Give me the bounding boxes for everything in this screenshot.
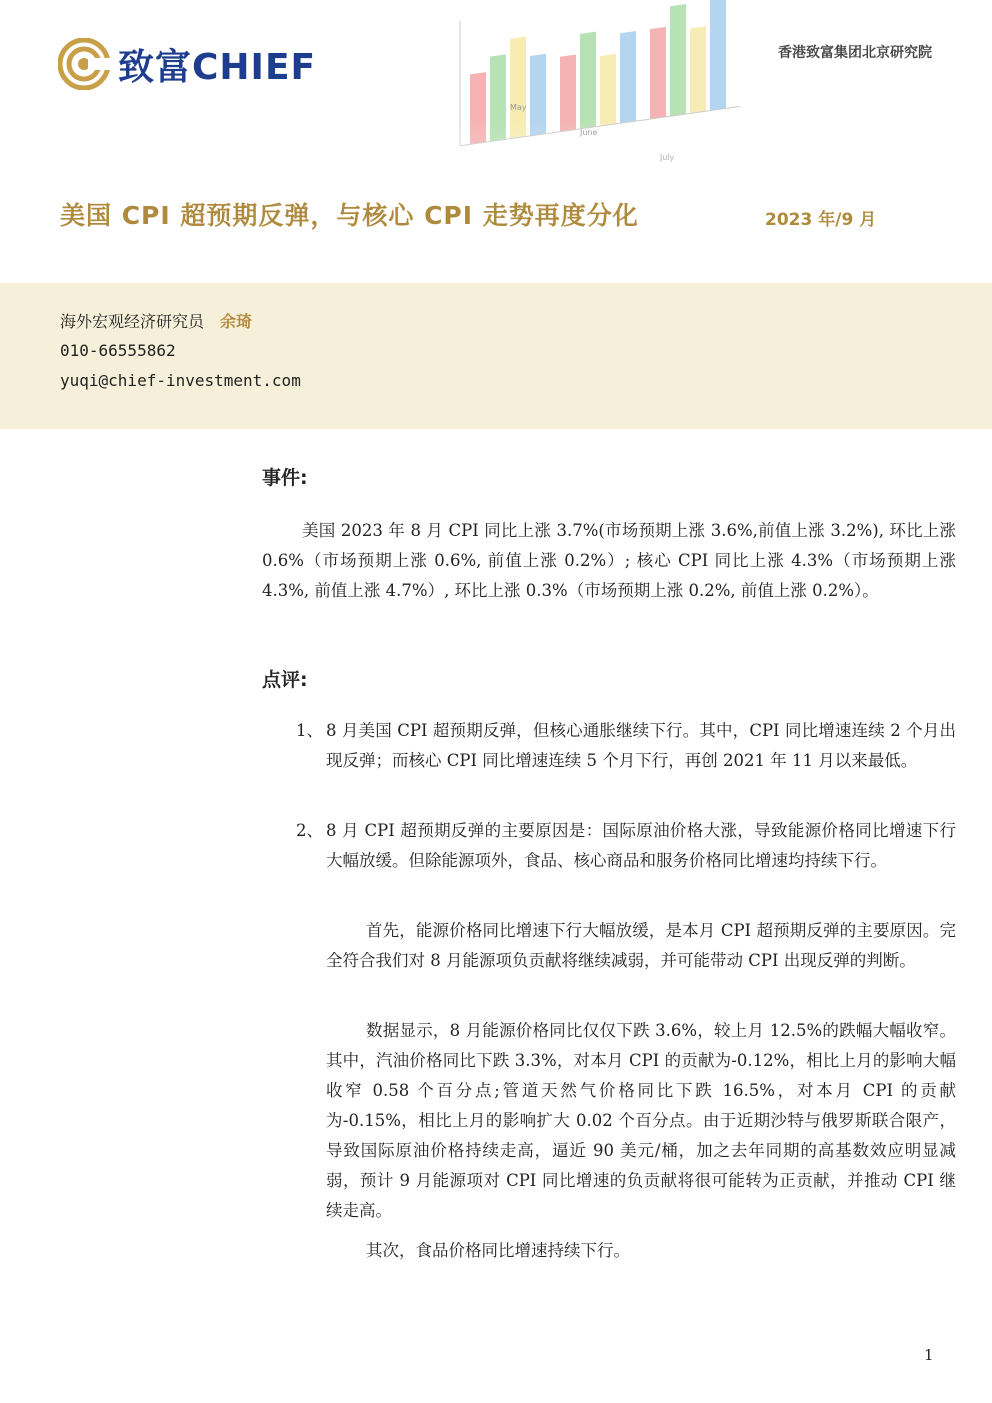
- review-paragraph-2: 数据显示，8 月能源价格同比仅仅下跌 3.6%，较上月 12.5%的跌幅大幅收窄。其中，汽油价格同比下跌 3.3%，对本月 CPI 的贡献为-0.12%，相比上月的影响大幅收窄 0.58 个百分点;管道天然气价格同比下跌 16.5%，对本月 CPI 的贡献为-0.15%，相比上月的影响扩大 0.02 个百分点。由于近期沙特与俄罗斯联合限产，导致国际原油价格持续走高，逼近 90 美元/桶，加之去年同期的高基数效应明显减弱，预计 9 月能源项对 CPI 同比增速的负贡献将很可能转为正贡献，并推动 CPI 继续走高。: [326, 1021, 956, 1220]
- review-item-2-number: 2、: [296, 821, 323, 840]
- report-date: 2023 年/9 月: [765, 210, 877, 230]
- review-item-1-number: 1、: [296, 721, 323, 740]
- review-item-1: [296, 716, 956, 776]
- review-paragraph-1: 首先，能源价格同比增速下行大幅放缓，是本月 CPI 超预期反弹的主要原因。完全符合我们对 8 月能源项负贡献将继续减弱，并可能带动 CPI 出现反弹的判断。: [326, 921, 956, 970]
- review-heading: 点评:: [262, 669, 308, 691]
- report-header: [0, 0, 992, 283]
- review-item-2: [296, 816, 956, 876]
- deco-label-may: May: [510, 103, 527, 112]
- chief-logo-icon: [58, 38, 110, 90]
- event-paragraph: 美国 2023 年 8 月 CPI 同比上涨 3.7%(市场预期上涨 3.6%,前值上涨 3.2%), 环比上涨 0.6%（市场预期上涨 0.6%, 前值上涨 0.2%）; 核心 CPI 同比上涨 4.3%（市场预期上涨 4.3%, 前值上涨 4.7%）, 环比上涨 0.3%（市场预期上涨 0.2%, 前值上涨 0.2%）。: [262, 521, 956, 600]
- author-role: 海外宏观经济研究员: [60, 312, 205, 331]
- logo-wordmark: 致富CHIEF: [118, 46, 317, 88]
- review-paragraph-3: 其次，食品价格同比增速持续下行。: [366, 1241, 630, 1260]
- author-info-band: [0, 283, 992, 429]
- institute-name: 香港致富集团北京研究院: [778, 45, 932, 61]
- review-item-1-text: 8 月美国 CPI 超预期反弹，但核心通胀继续下行。其中，CPI 同比增速连续 2 个月出现反弹；而核心 CPI 同比增速连续 5 个月下行，再创 2021 年 11 月以来最低。: [326, 721, 956, 770]
- company-logo: [58, 38, 316, 90]
- author-role-line: [60, 309, 252, 332]
- page-number: 1: [924, 1346, 934, 1364]
- author-phone: 010-66555862: [60, 341, 176, 360]
- author-name: 余琦: [220, 312, 253, 331]
- author-email[interactable]: yuqi@chief-investment.com: [60, 371, 301, 390]
- review-item-2-text: 8 月 CPI 超预期反弹的主要原因是：国际原油价格大涨，导致能源价格同比增速下行大幅放缓。但除能源项外，食品、核心商品和服务价格同比增速均持续下行。: [326, 821, 956, 870]
- event-heading: 事件:: [262, 467, 308, 489]
- report-title: 美国 CPI 超预期反弹，与核心 CPI 走势再度分化: [60, 201, 639, 230]
